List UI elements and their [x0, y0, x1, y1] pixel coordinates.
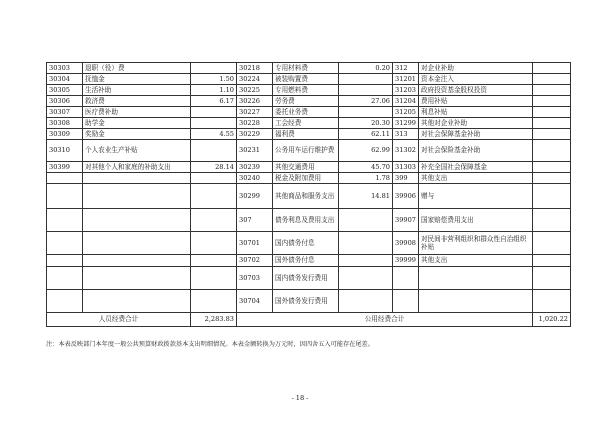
code-cell: 31203 [393, 85, 419, 96]
amount-cell [339, 107, 393, 118]
item-name-cell: 医疗费补助 [83, 107, 191, 118]
code-cell: 31303 [393, 162, 419, 173]
amount-cell [191, 184, 237, 209]
code-cell: 30225 [237, 85, 273, 96]
page-number: - 18 - [291, 394, 309, 402]
item-name-cell: 其他对企业补助 [419, 118, 533, 129]
table-row [47, 255, 571, 267]
amount-cell [191, 255, 237, 267]
amount-cell [533, 96, 571, 107]
item-name-cell [83, 267, 191, 290]
item-name-cell: 资本金注入 [419, 74, 533, 85]
item-name-cell: 利息补贴 [419, 107, 533, 118]
item-name-cell: 赠与 [419, 184, 533, 209]
item-name-cell: 抚恤金 [83, 74, 191, 85]
table-row [47, 140, 571, 162]
code-cell: 39907 [393, 209, 419, 232]
amount-cell [533, 255, 571, 267]
amount-cell [533, 162, 571, 173]
amount-cell [339, 209, 393, 232]
amount-cell [533, 74, 571, 85]
code-cell: 30224 [237, 74, 273, 85]
code-cell: 30399 [47, 162, 83, 173]
table-row [47, 107, 571, 118]
item-name-cell: 被装购置费 [273, 74, 339, 85]
code-cell: 31302 [393, 140, 419, 162]
code-cell: 30229 [237, 129, 273, 140]
code-cell: 39906 [393, 184, 419, 209]
code-cell: 30308 [47, 118, 83, 129]
item-name-cell: 费用补贴 [419, 96, 533, 107]
code-cell: 30231 [237, 140, 273, 162]
item-name-cell: 退职（役）费 [83, 63, 191, 74]
code-cell [47, 173, 83, 184]
code-cell: 30704 [237, 290, 273, 313]
item-name-cell [83, 255, 191, 267]
item-name-cell: 对社会保险基金补助 [419, 140, 533, 162]
amount-cell [339, 255, 393, 267]
item-name-cell: 其他商品和服务支出 [273, 184, 339, 209]
table-row [47, 85, 571, 96]
item-name-cell [419, 267, 533, 290]
amount-cell: 62.99 [339, 140, 393, 162]
table-body [47, 63, 571, 313]
table-row [47, 74, 571, 85]
code-cell: 30702 [237, 255, 273, 267]
item-name-cell: 工会经费 [273, 118, 339, 129]
personnel-total-value: 2,283.83 [191, 313, 237, 327]
code-cell [47, 290, 83, 313]
amount-cell [191, 209, 237, 232]
code-cell: 30305 [47, 85, 83, 96]
amount-cell [191, 267, 237, 290]
item-name-cell: 国内债务付息 [273, 232, 339, 255]
public-total-value: 1,020.22 [533, 313, 571, 327]
amount-cell [533, 173, 571, 184]
amount-cell [191, 140, 237, 162]
table-row [47, 173, 571, 184]
item-name-cell: 税金及附加费用 [273, 173, 339, 184]
code-cell [393, 290, 419, 313]
table-row [47, 209, 571, 232]
code-cell: 31299 [393, 118, 419, 129]
item-name-cell: 公务用车运行维护费 [273, 140, 339, 162]
item-name-cell: 个人农业生产补贴 [83, 140, 191, 162]
amount-cell [191, 63, 237, 74]
amount-cell: 1.78 [339, 173, 393, 184]
item-name-cell: 其他交通费用 [273, 162, 339, 173]
amount-cell [533, 85, 571, 96]
item-name-cell: 福利费 [273, 129, 339, 140]
code-cell: 399 [393, 173, 419, 184]
amount-cell: 62.11 [339, 129, 393, 140]
code-cell: 30227 [237, 107, 273, 118]
item-name-cell [83, 209, 191, 232]
code-cell: 39999 [393, 255, 419, 267]
amount-cell [533, 267, 571, 290]
code-cell [47, 255, 83, 267]
code-cell: 31204 [393, 96, 419, 107]
code-cell: 30306 [47, 96, 83, 107]
item-name-cell: 补充全国社会保障基金 [419, 162, 533, 173]
amount-cell: 1.10 [191, 85, 237, 96]
code-cell: 313 [393, 129, 419, 140]
expenditure-detail-table [46, 62, 571, 327]
amount-cell [533, 140, 571, 162]
amount-cell [339, 267, 393, 290]
table-row [47, 63, 571, 74]
amount-cell [339, 74, 393, 85]
item-name-cell: 对企业补助 [419, 63, 533, 74]
item-name-cell: 其他支出 [419, 255, 533, 267]
code-cell [393, 267, 419, 290]
table-row [47, 232, 571, 255]
item-name-cell: 专用材料费 [273, 63, 339, 74]
amount-cell: 4.55 [191, 129, 237, 140]
item-name-cell: 专用燃料费 [273, 85, 339, 96]
amount-cell [339, 232, 393, 255]
code-cell: 30299 [237, 184, 273, 209]
amount-cell [533, 118, 571, 129]
amount-cell [191, 107, 237, 118]
code-cell: 30304 [47, 74, 83, 85]
item-name-cell [83, 184, 191, 209]
item-name-cell: 劳务费 [273, 96, 339, 107]
table-row [47, 129, 571, 140]
amount-cell [191, 173, 237, 184]
code-cell [47, 232, 83, 255]
amount-cell [533, 209, 571, 232]
personnel-total-label: 人员经费合计 [47, 313, 191, 327]
item-name-cell: 生活补助 [83, 85, 191, 96]
totals-row [47, 313, 571, 327]
code-cell: 30239 [237, 162, 273, 173]
table-row [47, 267, 571, 290]
item-name-cell: 国内债务发行费用 [273, 267, 339, 290]
code-cell: 31201 [393, 74, 419, 85]
item-name-cell: 国外债务发行费用 [273, 290, 339, 313]
table-row [47, 184, 571, 209]
item-name-cell: 委托业务费 [273, 107, 339, 118]
code-cell [47, 267, 83, 290]
code-cell: 30218 [237, 63, 273, 74]
amount-cell [533, 232, 571, 255]
item-name-cell: 救济费 [83, 96, 191, 107]
table-row [47, 96, 571, 107]
code-cell: 30307 [47, 107, 83, 118]
item-name-cell [83, 173, 191, 184]
public-total-label: 公用经费合计 [237, 313, 533, 327]
amount-cell [339, 290, 393, 313]
item-name-cell [419, 290, 533, 313]
code-cell [47, 184, 83, 209]
amount-cell: 20.30 [339, 118, 393, 129]
code-cell: 312 [393, 63, 419, 74]
table-row [47, 118, 571, 129]
item-name-cell: 政府投资基金股权投资 [419, 85, 533, 96]
table-row [47, 162, 571, 173]
item-name-cell: 国家赔偿费用支出 [419, 209, 533, 232]
item-name-cell [83, 232, 191, 255]
code-cell: 30240 [237, 173, 273, 184]
amount-cell: 45.70 [339, 162, 393, 173]
amount-cell: 0.20 [339, 63, 393, 74]
item-name-cell: 对民间非营利组织和群众性自治组织补贴 [419, 232, 533, 255]
code-cell: 30228 [237, 118, 273, 129]
amount-cell [533, 107, 571, 118]
amount-cell: 14.81 [339, 184, 393, 209]
amount-cell [339, 85, 393, 96]
code-cell: 30226 [237, 96, 273, 107]
item-name-cell: 其他支出 [419, 173, 533, 184]
code-cell: 30703 [237, 267, 273, 290]
item-name-cell [83, 290, 191, 313]
amount-cell [533, 63, 571, 74]
table-row [47, 290, 571, 313]
item-name-cell: 对社会保障基金补助 [419, 129, 533, 140]
amount-cell: 28.14 [191, 162, 237, 173]
amount-cell [533, 184, 571, 209]
code-cell: 30303 [47, 63, 83, 74]
amount-cell [191, 290, 237, 313]
amount-cell [533, 129, 571, 140]
item-name-cell: 国外债务付息 [273, 255, 339, 267]
code-cell: 39908 [393, 232, 419, 255]
item-name-cell: 债务利息及费用支出 [273, 209, 339, 232]
amount-cell: 27.06 [339, 96, 393, 107]
code-cell: 31205 [393, 107, 419, 118]
item-name-cell: 对其他个人和家庭的补助支出 [83, 162, 191, 173]
code-cell: 30701 [237, 232, 273, 255]
amount-cell [191, 118, 237, 129]
code-cell: 307 [237, 209, 273, 232]
amount-cell: 1.50 [191, 74, 237, 85]
amount-cell [533, 290, 571, 313]
amount-cell: 6.17 [191, 96, 237, 107]
code-cell: 30309 [47, 129, 83, 140]
amount-cell [191, 232, 237, 255]
table-note: 注：本表反映部门本年度一般公共预算财政拨款基本支出明细情况。本表金额转换为万元时，因四舍五入可能存在尾差。 [46, 341, 374, 348]
item-name-cell: 助学金 [83, 118, 191, 129]
code-cell: 30310 [47, 140, 83, 162]
item-name-cell: 奖励金 [83, 129, 191, 140]
code-cell [47, 209, 83, 232]
